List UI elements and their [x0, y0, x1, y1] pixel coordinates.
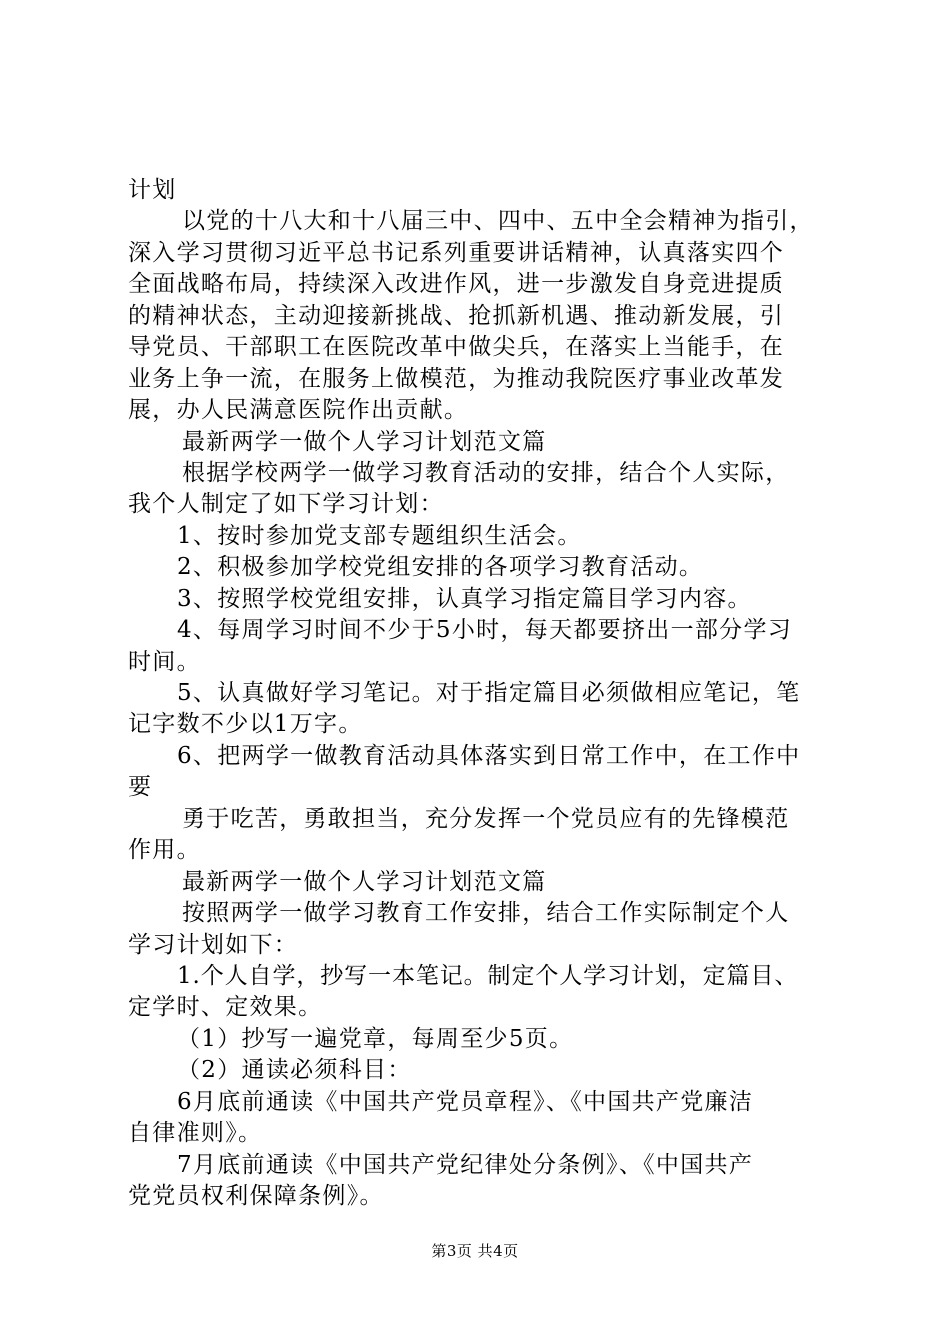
text-line: 7月底前通读《中国共产党纪律处分条例》、《中国共产 [177, 1152, 754, 1178]
text-line: 根据学校两学一做学习教育活动的安排，结合个人实际， [182, 460, 790, 486]
list-item: （2）通读必须科目： [177, 1057, 412, 1083]
list-item: 3、按照学校党组安排，认真学习指定篇目学习内容。 [177, 586, 752, 612]
section-heading: 最新两学一做个人学习计划范文篇 [182, 869, 547, 895]
text-line: 以党的十八大和十八届三中、四中、五中全会精神为指引， [182, 208, 814, 234]
page-number-footer: 第3页 共4页 [431, 1242, 519, 1260]
text-line: 全面战略布局，持续深入改进作风，进一步激发自身竞进提质 [128, 271, 785, 297]
text-line: 作用。 [128, 837, 201, 863]
section-heading: 最新两学一做个人学习计划范文篇 [182, 429, 547, 455]
list-item: 4、每周学习时间不少于5小时，每天都要挤出一部分学习 [177, 617, 793, 643]
text-line: 勇于吃苦，勇敢担当，充分发挥一个党员应有的先锋模范 [182, 806, 790, 832]
list-item: 6、把两学一做教育活动具体落实到日常工作中，在工作中 [177, 743, 801, 769]
text-line: 的精神状态，主动迎接新挑战、抢抓新机遇、推动新发展，引 [128, 303, 785, 329]
text-line: 自律准则》。 [128, 1120, 263, 1146]
text-line: 定学时、定效果。 [128, 994, 323, 1020]
text-line: 导党员、干部职工在医院改革中做尖兵，在落实上当能手，在 [128, 334, 785, 360]
text-line: 6月底前通读《中国共产党员章程》、《中国共产党廉洁 [177, 1089, 754, 1115]
text-line: 业务上争一流，在服务上做模范，为推动我院医疗事业改革发 [128, 366, 785, 392]
text-line: 展，办人民满意医院作出贡献。 [128, 397, 469, 423]
list-item: 5、认真做好学习笔记。对于指定篇目必须做相应笔记，笔 [177, 680, 801, 706]
text-line: 时间。 [128, 649, 201, 675]
text-line: 按照两学一做学习教育工作安排，结合工作实际制定个人 [182, 900, 790, 926]
list-item: 1.个人自学，抄写一本笔记。制定个人学习计划，定篇目、 [177, 963, 799, 989]
text-line: 我个人制定了如下学习计划： [128, 491, 444, 517]
text-line: 党党员权利保障条例》。 [128, 1183, 384, 1209]
text-line: 要 [128, 774, 153, 800]
list-item: 2、积极参加学校党组安排的各项学习教育活动。 [177, 554, 704, 580]
text-line: 计划 [128, 177, 177, 203]
text-line: 学习计划如下： [128, 932, 299, 958]
text-line: 记字数不少以1万字。 [128, 711, 363, 737]
text-line: 深入学习贯彻习近平总书记系列重要讲话精神，认真落实四个 [128, 240, 785, 266]
list-item: 1、按时参加党支部专题组织生活会。 [177, 523, 582, 549]
list-item: （1）抄写一遍党章，每周至少5页。 [177, 1026, 574, 1052]
